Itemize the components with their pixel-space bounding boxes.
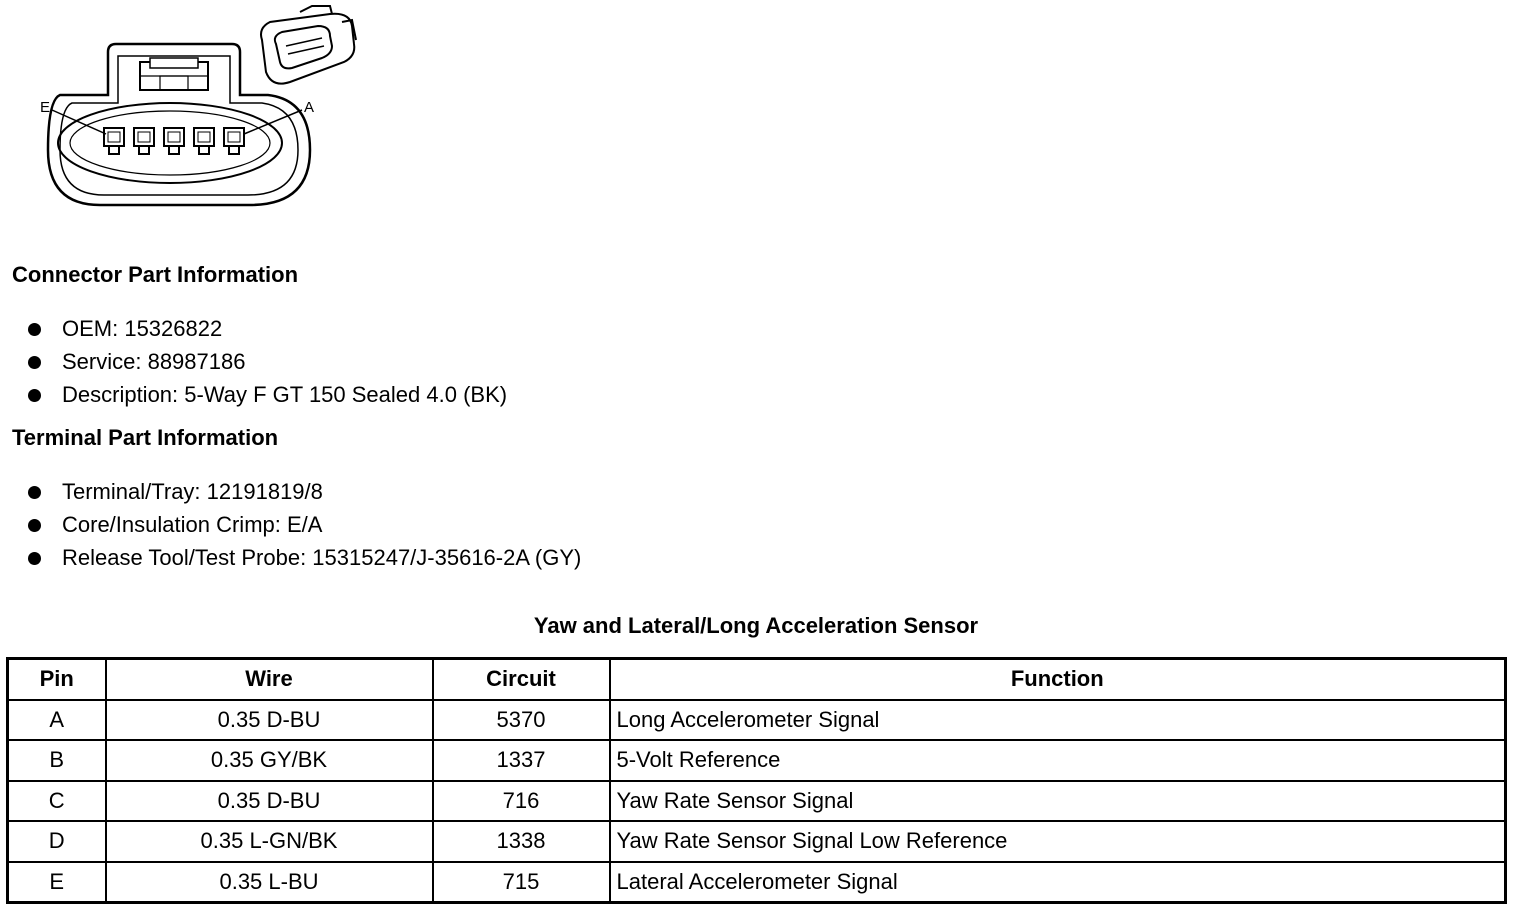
table-row	[8, 781, 1506, 822]
bullet-icon	[28, 519, 41, 532]
cell-pin: B	[8, 740, 106, 781]
connector-perspective-view	[261, 6, 356, 84]
cell-function: Yaw Rate Sensor Signal Low Reference	[610, 821, 1506, 862]
list-item	[28, 475, 581, 508]
terminal-tray: Terminal/Tray: 12191819/8	[62, 479, 323, 504]
list-item	[28, 508, 581, 541]
bullet-icon	[28, 323, 41, 336]
table-row	[8, 740, 1506, 781]
connector-face-diagram	[0, 0, 380, 230]
connector-inner-outline	[60, 56, 298, 195]
connector-description: Description: 5-Way F GT 150 Sealed 4.0 (BK)	[62, 382, 508, 407]
cell-circuit: 5370	[433, 700, 610, 741]
connector-oem: OEM: 15326822	[62, 316, 223, 341]
pin-cavity-b	[194, 128, 214, 154]
table-row	[8, 700, 1506, 741]
cell-circuit: 1337	[433, 740, 610, 781]
header-pin: Pin	[8, 659, 106, 700]
pin-cavity-d	[134, 128, 154, 154]
bullet-icon	[28, 552, 41, 565]
cell-wire: 0.35 D-BU	[106, 781, 433, 822]
pinout-table	[6, 657, 1507, 904]
terminal-release-tool: Release Tool/Test Probe: 15315247/J-35616-2A (GY)	[62, 545, 582, 570]
header-wire: Wire	[106, 659, 433, 700]
terminal-info-list	[28, 475, 581, 574]
pin-cavity-e	[104, 128, 124, 154]
cell-pin: A	[8, 700, 106, 741]
bullet-icon	[28, 486, 41, 499]
cell-pin: D	[8, 821, 106, 862]
list-item	[28, 312, 507, 345]
header-circuit: Circuit	[433, 659, 610, 700]
pin-cavity-a	[224, 128, 244, 154]
header-function: Function	[610, 659, 1506, 700]
list-item	[28, 345, 507, 378]
cell-wire: 0.35 GY/BK	[106, 740, 433, 781]
pin-label-a: A	[304, 99, 315, 116]
cell-pin: E	[8, 862, 106, 903]
connector-service: Service: 88987186	[62, 349, 246, 374]
cell-function: Lateral Accelerometer Signal	[610, 862, 1506, 903]
cell-function: Long Accelerometer Signal	[610, 700, 1506, 741]
pin-label-e: E	[40, 99, 51, 116]
cell-wire: 0.35 L-BU	[106, 862, 433, 903]
terminal-info-heading: Terminal Part Information	[12, 425, 279, 450]
cell-function: 5-Volt Reference	[610, 740, 1506, 781]
cell-function: Yaw Rate Sensor Signal	[610, 781, 1506, 822]
cell-pin: C	[8, 781, 106, 822]
connector-info-heading: Connector Part Information	[12, 262, 299, 287]
bullet-icon	[28, 356, 41, 369]
list-item	[28, 378, 507, 411]
bullet-icon	[28, 389, 41, 402]
table-header-row	[8, 659, 1506, 700]
cell-circuit: 715	[433, 862, 610, 903]
table-row	[8, 821, 1506, 862]
connector-info-list	[28, 312, 507, 411]
pin-cavity-c	[164, 128, 184, 154]
table-title: Yaw and Lateral/Long Acceleration Sensor	[533, 613, 979, 638]
table-row	[8, 862, 1506, 903]
leader-line-a	[244, 110, 302, 134]
list-item	[28, 541, 581, 574]
cell-circuit: 1338	[433, 821, 610, 862]
cell-circuit: 716	[433, 781, 610, 822]
cell-wire: 0.35 D-BU	[106, 700, 433, 741]
terminal-crimp: Core/Insulation Crimp: E/A	[62, 512, 323, 537]
cell-wire: 0.35 L-GN/BK	[106, 821, 433, 862]
